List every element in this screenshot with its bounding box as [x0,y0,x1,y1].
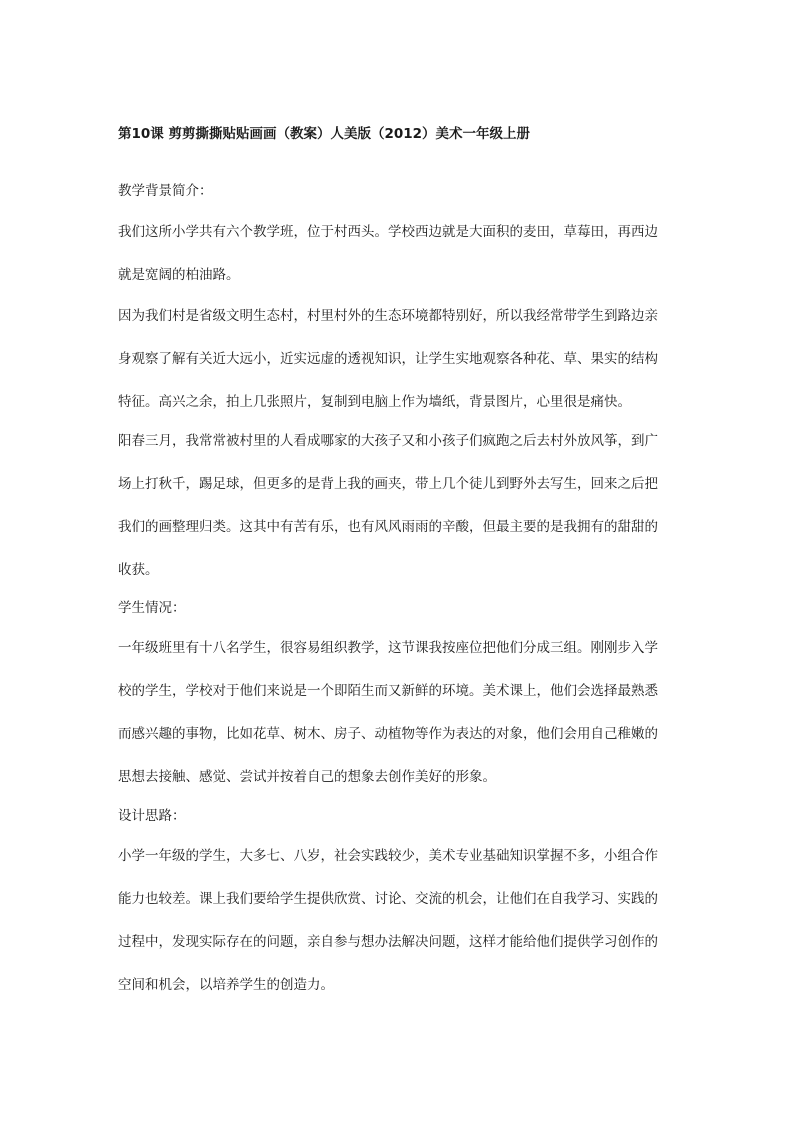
text-line: 就是宽阔的柏油路。 [118,267,240,283]
text-line: 特征。高兴之余，拍上几张照片，复制到电脑上作为墙纸，背景图片，心里很是痛快。 [118,394,631,410]
text-line: 我们的画整理归类。这其中有苦有乐，也有风风雨雨的辛酸，但最主要的是我拥有的甜甜的 [118,519,658,535]
text-line: 场上打秋千，踢足球，但更多的是背上我的画夹，带上几个徒儿到野外去写生，回来之后把 [118,476,658,492]
section-heading-background: 教学背景简介： [118,183,213,199]
section-heading-design: 设计思路： [118,808,186,824]
text-line: 阳春三月，我常常被村里的人看成哪家的大孩子又和小孩子们疯跑之后去村外放风筝，到广 [118,433,658,449]
text-line: 我们这所小学共有六个教学班，位于村西头。学校西边就是大面积的麦田，草莓田，再西边 [118,224,658,240]
text-line: 小学一年级的学生，大多七、八岁，社会实践较少，美术专业基础知识掌握不多，小组合作 [118,848,658,864]
text-line: 过程中，发现实际存在的问题，亲自参与想办法解决问题，这样才能给他们提供学习创作的 [118,934,658,950]
text-line: 一年级班里有十八名学生，很容易组织教学，这节课我按座位把他们分成三组。刚刚步入学 [118,640,658,656]
text-line: 因为我们村是省级文明生态村，村里村外的生态环境都特别好，所以我经常带学生到路边亲 [118,308,658,324]
text-line: 思想去接触、感觉、尝试并按着自己的想象去创作美好的形象。 [118,769,496,785]
text-line: 能力也较差。课上我们要给学生提供欣赏、讨论、交流的机会，让他们在自我学习、实践的 [118,891,658,907]
text-line: 收获。 [118,562,159,578]
text-line: 校的学生，学校对于他们来说是一个即陌生而又新鲜的环境。美术课上，他们会选择最熟悉 [118,683,658,699]
text-line: 空间和机会，以培养学生的创造力。 [118,977,334,993]
text-line: 而感兴趣的事物，比如花草、树木、房子、动植物等作为表达的对象，他们会用自己稚嫩的 [118,726,658,742]
section-heading-students: 学生情况： [118,600,186,616]
text-line: 身观察了解有关近大远小，近实远虚的透视知识，让学生实地观察各种花、草、果实的结构 [118,351,658,367]
document-title: 第10课 剪剪撕撕贴贴画画（教案）人美版（2012）美术一年级上册 [118,126,531,142]
